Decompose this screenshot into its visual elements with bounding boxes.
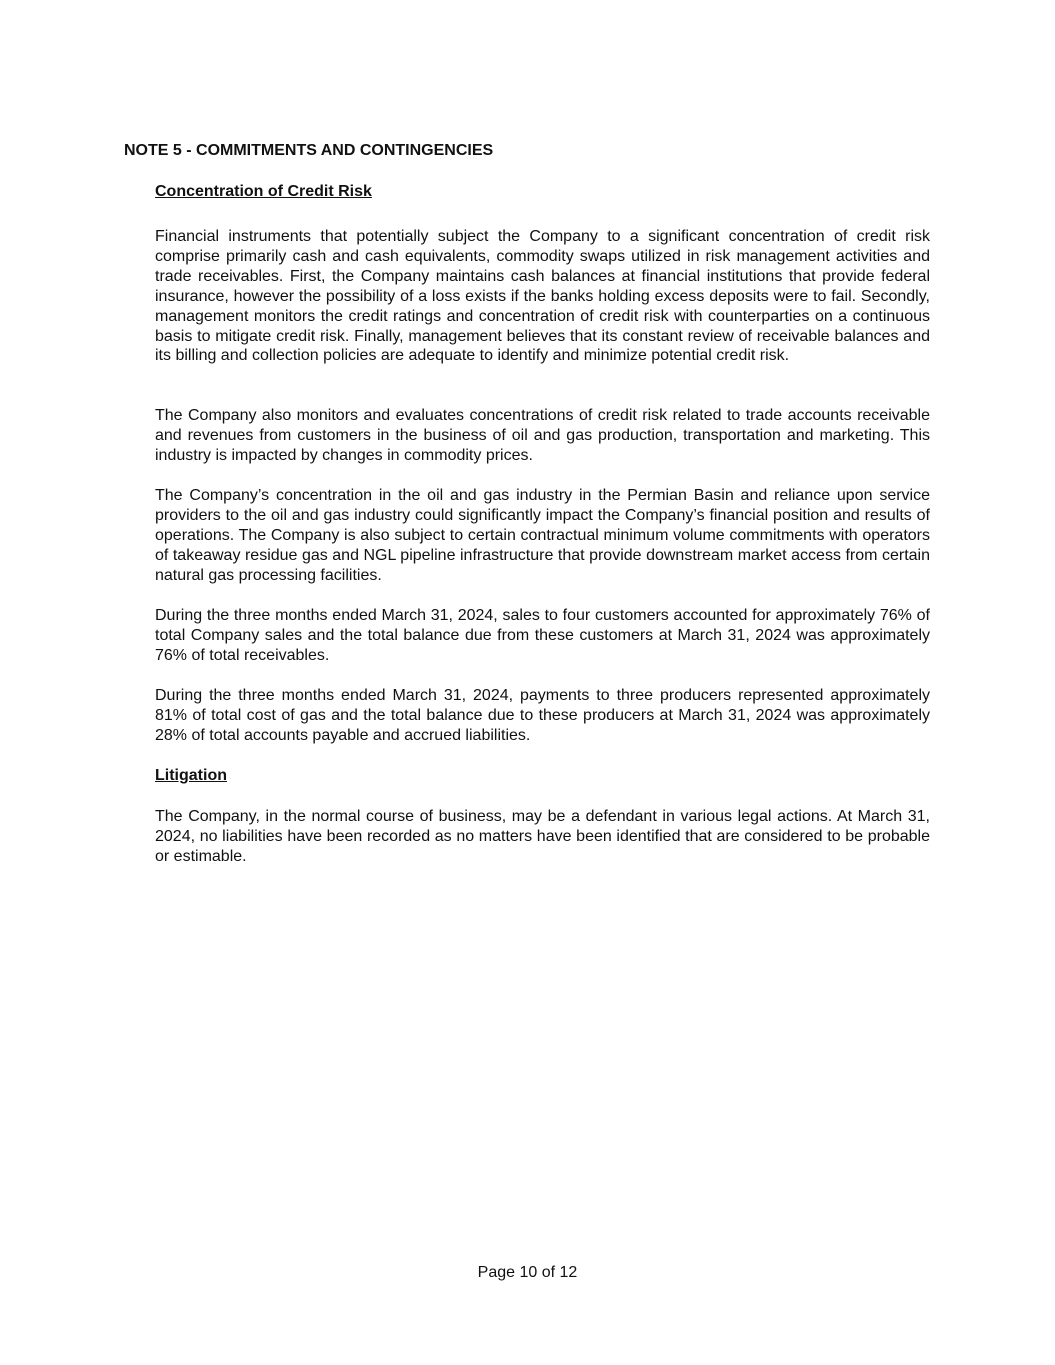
section-heading-litigation: Litigation: [155, 767, 227, 784]
paragraph-industry-concentration: The Company’s concentration in the oil and gas industry in the Permian Basin and reliance upon service providers to the oil and gas industry could significantly impact the Company’s financial position and results of operations. The Company is also subject to certain contractual minimum volume commitments with operators of takeaway residue gas and NGL pipeline infrastructure that provide downstream market access from certain natural gas processing facilities.: [155, 487, 930, 584]
note-title: NOTE 5 - COMMITMENTS AND CONTINGENCIES: [124, 142, 494, 159]
paragraph-litigation: The Company, in the normal course of business, may be a defendant in various legal actions. At March 31, 2024, no liabilities have been recorded as no matters have been identified that are considered to be probable or estimable.: [155, 808, 930, 865]
section-heading-credit-risk: Concentration of Credit Risk: [155, 183, 372, 200]
paragraph-customer-concentration: During the three months ended March 31, 2024, sales to four customers accounted for approximately 76% of total Company sales and the total balance due from these customers at March 31, 2024 was approximately 76% of total receivables.: [155, 607, 930, 664]
paragraph-credit-risk-overview: Financial instruments that potentially subject the Company to a significant concentration of credit risk comprise primarily cash and cash equivalents, commodity swaps utilized in risk management activities and trade receivables. First, the Company maintains cash balances at financial institutions that provide federal insurance, however the possibility of a loss exists if the banks holding excess deposits were to fail. Secondly, management monitors the credit ratings and concentration of credit risk with counterparties on a continuous basis to mitigate credit risk. Finally, management believes that its constant review of receivable balances and its billing and collection policies are adequate to identify and minimize potential credit risk.: [155, 228, 930, 365]
paragraph-credit-risk-monitoring: The Company also monitors and evaluates concentrations of credit risk related to trade accounts receivable and revenues from customers in the business of oil and gas production, transportation and marketing. This industry is impacted by changes in commodity prices.: [155, 407, 930, 464]
paragraph-producer-concentration: During the three months ended March 31, 2024, payments to three producers represented approximately 81% of total cost of gas and the total balance due to these producers at March 31, 2024 was approximately 28% of total accounts payable and accrued liabilities.: [155, 687, 930, 744]
page-number: Page 10 of 12: [477, 1264, 578, 1281]
